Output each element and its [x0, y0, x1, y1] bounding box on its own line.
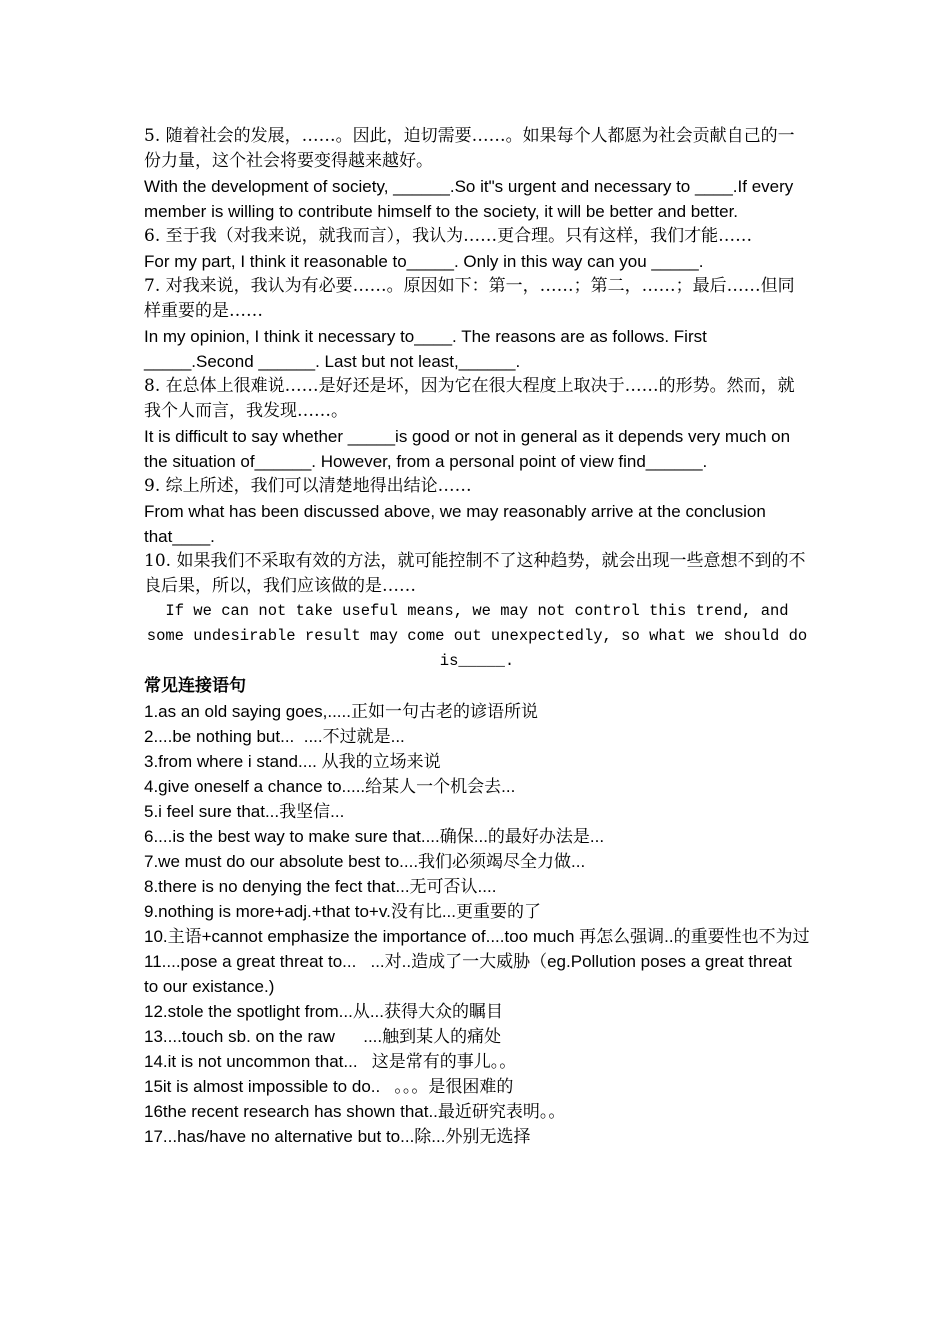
phrase-8: 8.there is no denying the fect that...无可否认.... [144, 877, 497, 896]
phrase-16: 16the recent research has shown that..最近研究表明。。 [144, 1102, 566, 1121]
phrase-7: 7.we must do our absolute best to....我们必须竭尽全力做... [144, 852, 586, 871]
item-7-english: In my opinion, I think it necessary to____. The reasons are as follows. First _____.Second ______. Last but not least,______. [144, 327, 712, 371]
phrase-9: 9.nothing is more+adj.+that to+v.没有比...更重要的了 [144, 902, 541, 921]
phrase-10: 10.主语+cannot emphasize the importance of....too much 再怎么强调..的重要性也不为过 [144, 927, 810, 946]
item-9-english: From what has been discussed above, we may reasonably arrive at the conclusion that____. [144, 502, 771, 546]
item-6-english: For my part, I think it reasonable to_____. Only in this way can you _____. [144, 252, 704, 271]
item-6-chinese: 6. 至于我（对我来说，就我而言），我认为……更合理。只有这样，我们才能…… [144, 226, 753, 246]
phrase-14: 14.it is not uncommon that... 这是常有的事儿。。 [144, 1052, 517, 1071]
document-page [144, 124, 810, 1149]
phrase-1: 1.as an old saying goes,.....正如一句古老的谚语所说 [144, 702, 538, 721]
phrase-13: 13....touch sb. on the raw ....触到某人的痛处 [144, 1027, 502, 1046]
phrase-2: 2....be nothing but... ....不过就是... [144, 727, 405, 746]
item-8-chinese: 8. 在总体上很难说……是好还是坏，因为它在很大程度上取决于……的形势。然而，就我个人而言，我发现……。 [144, 376, 795, 421]
item-10-english: If we can not take useful means, we may not control this trend, and some undesirable result may come out unexpectedly, so what we should do is_____. [146, 602, 808, 670]
phrase-5: 5.i feel sure that...我坚信... [144, 802, 345, 821]
item-9-chinese: 9. 综上所述，我们可以清楚地得出结论…… [144, 476, 472, 496]
phrase-3: 3.from where i stand.... 从我的立场来说 [144, 752, 441, 771]
phrase-17: 17...has/have no alternative but to...除...外别无选择 [144, 1127, 531, 1146]
phrase-4: 4.give oneself a chance to.....给某人一个机会去... [144, 777, 516, 796]
item-7-chinese: 7. 对我来说，我认为有必要……。原因如下：第一，……；第二，……；最后……但同样重要的是…… [144, 276, 795, 321]
phrase-12: 12.stole the spotlight from...从...获得大众的瞩目 [144, 1002, 504, 1021]
item-10-chinese: 10. 如果我们不采取有效的方法，就可能控制不了这种趋势，就会出现一些意想不到的不良后果，所以，我们应该做的是…… [144, 551, 806, 596]
item-5-english: With the development of society, ______.So it"s urgent and necessary to ____.If every member is willing to contribute himself to the society, it will be better and better. [144, 177, 798, 221]
phrase-11: 11....pose a great threat to... ...对..造成了一大威胁（eg.Pollution poses a great threat to our existance.) [144, 952, 797, 996]
phrase-15: 15it is almost impossible to do.. 。。。是很困难的 [144, 1077, 514, 1096]
phrase-6: 6....is the best way to make sure that....确保...的最好办法是... [144, 827, 605, 846]
section-title: 常见连接语句 [144, 676, 246, 696]
item-8-english: It is difficult to say whether _____is good or not in general as it depends very much on the situation of______. However, from a personal point of view find______. [144, 427, 795, 471]
item-5-chinese: 5. 随着社会的发展，……。因此，迫切需要……。如果每个人都愿为社会贡献自己的一份力量，这个社会将要变得越来越好。 [144, 126, 795, 171]
